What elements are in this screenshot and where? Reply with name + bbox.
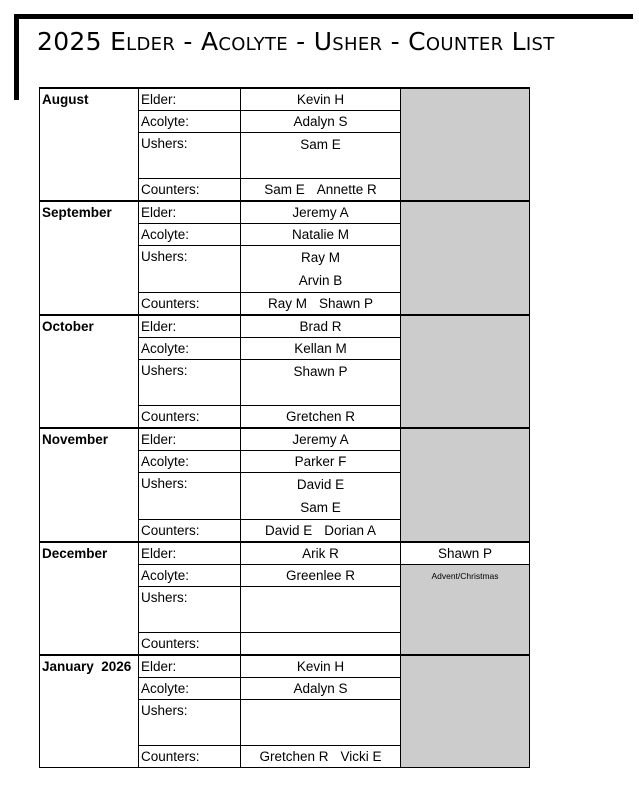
month-block-january xyxy=(40,655,530,768)
month-block-december xyxy=(40,542,530,655)
role-label-acolyte: Acolyte: xyxy=(139,111,241,133)
notes-cell xyxy=(401,655,530,768)
role-label-ushers: Ushers: xyxy=(139,360,241,406)
role-label-elder: Elder: xyxy=(139,542,241,565)
notes-cell xyxy=(401,315,530,428)
usher-name-1: Sam E xyxy=(300,137,341,152)
role-label-elder: Elder: xyxy=(139,428,241,451)
counters-names xyxy=(241,633,401,656)
elder-name: Arik R xyxy=(241,542,401,565)
counter-name-1: Ray M xyxy=(267,296,307,311)
counter-name-1: Gretchen R xyxy=(259,749,329,764)
role-label-ushers: Ushers: xyxy=(139,473,241,520)
usher-name-2: Arvin B xyxy=(298,273,343,288)
role-label-counters: Counters: xyxy=(139,520,241,543)
notes-cell xyxy=(401,88,530,201)
ushers-names xyxy=(241,473,401,520)
elder-name: Jeremy A xyxy=(241,201,401,224)
role-label-acolyte: Acolyte: xyxy=(139,224,241,246)
counters-names xyxy=(241,293,401,316)
special-elder-name: Shawn P xyxy=(401,542,530,565)
month-block-august xyxy=(40,88,530,201)
ushers-names xyxy=(241,133,401,179)
elder-row xyxy=(40,655,530,678)
notes-cell xyxy=(401,201,530,315)
page-title: 2025 Elder - Acolyte - Usher - Counter List xyxy=(37,27,555,56)
counter-name-1: Gretchen R xyxy=(285,409,356,424)
role-label-counters: Counters: xyxy=(139,293,241,316)
usher-name-1: Shawn P xyxy=(293,364,348,379)
elder-row xyxy=(40,201,530,224)
acolyte-name: Greenlee R xyxy=(241,565,401,587)
role-label-ushers: Ushers: xyxy=(139,246,241,293)
ushers-names xyxy=(241,700,401,746)
elder-name: Kevin H xyxy=(241,88,401,111)
elder-name: Brad R xyxy=(241,315,401,338)
season-note: Advent/Christmas xyxy=(401,565,530,656)
month-label: September xyxy=(40,201,139,315)
usher-name-1: David E xyxy=(296,477,345,492)
role-label-acolyte: Acolyte: xyxy=(139,338,241,360)
role-label-elder: Elder: xyxy=(139,655,241,678)
acolyte-name: Parker F xyxy=(241,451,401,473)
schedule-table xyxy=(39,87,530,768)
title-frame-top-rule xyxy=(14,14,633,19)
usher-name-2: Sam E xyxy=(300,500,341,515)
acolyte-name: Kellan M xyxy=(241,338,401,360)
month-block-september xyxy=(40,201,530,315)
role-label-counters: Counters: xyxy=(139,406,241,429)
role-label-elder: Elder: xyxy=(139,88,241,111)
role-label-ushers: Ushers: xyxy=(139,700,241,746)
counters-names xyxy=(241,746,401,768)
elder-row xyxy=(40,315,530,338)
month-block-november xyxy=(40,428,530,542)
role-label-ushers: Ushers: xyxy=(139,587,241,633)
ushers-names xyxy=(241,246,401,293)
elder-row xyxy=(40,88,530,111)
counter-name-2: Dorian A xyxy=(324,523,377,538)
role-label-acolyte: Acolyte: xyxy=(139,565,241,587)
acolyte-name: Natalie M xyxy=(241,224,401,246)
role-label-elder: Elder: xyxy=(139,315,241,338)
counters-names xyxy=(241,406,401,429)
counter-name-2: Shawn P xyxy=(318,296,374,311)
role-label-counters: Counters: xyxy=(139,179,241,202)
month-block-october xyxy=(40,315,530,428)
elder-name: Kevin H xyxy=(241,655,401,678)
counter-name-2: Annette R xyxy=(316,182,377,197)
role-label-counters: Counters: xyxy=(139,746,241,768)
ushers-names xyxy=(241,587,401,633)
role-label-acolyte: Acolyte: xyxy=(139,678,241,700)
counters-names xyxy=(241,520,401,543)
title-frame-left-rule xyxy=(14,14,19,100)
role-label-acolyte: Acolyte: xyxy=(139,451,241,473)
role-label-elder: Elder: xyxy=(139,201,241,224)
acolyte-name: Adalyn S xyxy=(241,111,401,133)
month-label: October xyxy=(40,315,139,428)
role-label-counters: Counters: xyxy=(139,633,241,656)
counter-name-1: David E xyxy=(264,523,313,538)
month-label: December xyxy=(40,542,139,655)
month-label: August xyxy=(40,88,139,201)
elder-name: Jeremy A xyxy=(241,428,401,451)
usher-name-1: Ray M xyxy=(300,250,340,265)
month-label: November xyxy=(40,428,139,542)
elder-row xyxy=(40,542,530,565)
role-label-ushers: Ushers: xyxy=(139,133,241,179)
acolyte-name: Adalyn S xyxy=(241,678,401,700)
notes-cell xyxy=(401,428,530,542)
ushers-names xyxy=(241,360,401,406)
month-label: January 2026 xyxy=(40,655,139,768)
counter-name-1: Sam E xyxy=(264,182,305,197)
elder-row xyxy=(40,428,530,451)
counter-name-2: Vicki E xyxy=(340,749,382,764)
counters-names xyxy=(241,179,401,202)
